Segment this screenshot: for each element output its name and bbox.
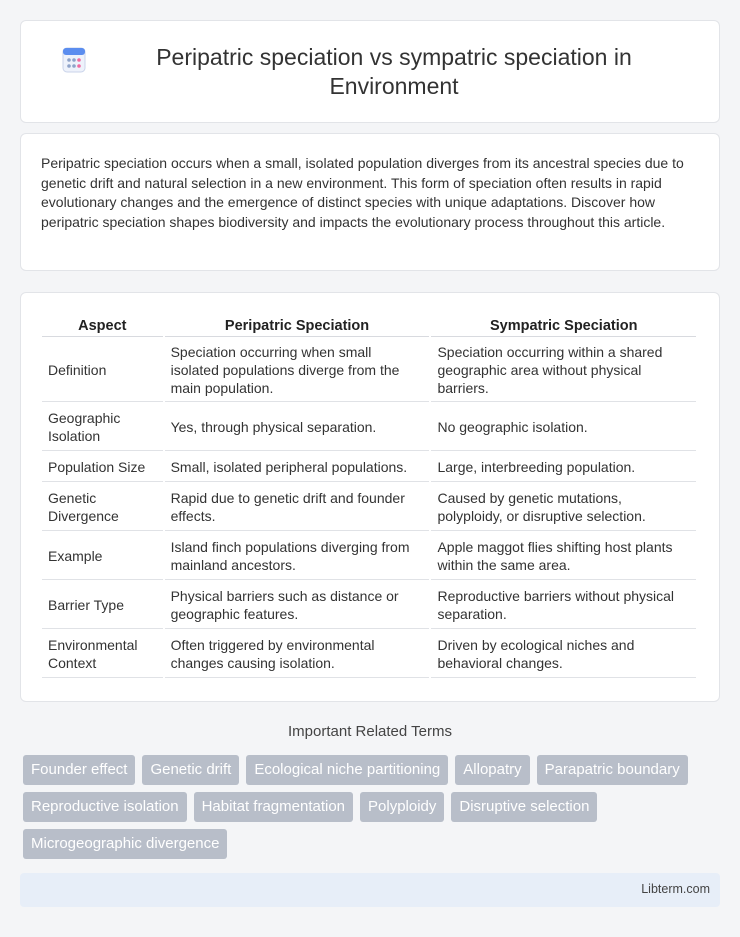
related-term-tag[interactable]: Microgeographic divergence [23, 829, 227, 859]
row-sympatric: Driven by ecological niches and behavioral changes. [431, 631, 696, 678]
row-sympatric: Reproductive barriers without physical separation. [431, 582, 696, 629]
related-term-tag[interactable]: Parapatric boundary [537, 755, 688, 785]
related-term-tag[interactable]: Disruptive selection [451, 792, 597, 822]
related-terms-list [23, 755, 723, 859]
table-row [42, 404, 696, 451]
table-row [42, 582, 696, 629]
related-term-tag[interactable]: Polyploidy [360, 792, 444, 822]
comparison-table [40, 313, 698, 680]
row-peripatric: Island finch populations diverging from mainland ancestors. [165, 533, 430, 580]
table-header-row [42, 315, 696, 337]
related-term-tag[interactable]: Founder effect [23, 755, 135, 785]
row-peripatric: Small, isolated peripheral populations. [165, 453, 430, 482]
header-peripatric: Peripatric Speciation [165, 315, 430, 337]
related-term-tag[interactable]: Genetic drift [142, 755, 239, 785]
row-peripatric: Speciation occurring when small isolated populations diverge from the main population. [165, 339, 430, 402]
table-row [42, 533, 696, 580]
row-peripatric: Rapid due to genetic drift and founder effects. [165, 484, 430, 531]
row-peripatric: Yes, through physical separation. [165, 404, 430, 451]
intro-card [20, 133, 720, 271]
header-sympatric: Sympatric Speciation [431, 315, 696, 337]
calculator-icon [61, 47, 87, 73]
row-aspect: Geographic Isolation [42, 404, 163, 451]
footer-bar [20, 873, 720, 907]
row-aspect: Example [42, 533, 163, 580]
row-sympatric: Large, interbreeding population. [431, 453, 696, 482]
table-row [42, 484, 696, 531]
row-sympatric: No geographic isolation. [431, 404, 696, 451]
table-row [42, 339, 696, 402]
table-row [42, 453, 696, 482]
related-terms-heading: Important Related Terms [288, 723, 452, 740]
related-term-tag[interactable]: Ecological niche partitioning [246, 755, 448, 785]
row-aspect: Barrier Type [42, 582, 163, 629]
related-term-tag[interactable]: Habitat fragmentation [194, 792, 353, 822]
related-term-tag[interactable]: Allopatry [455, 755, 529, 785]
row-peripatric: Often triggered by environmental changes causing isolation. [165, 631, 430, 678]
table-row [42, 631, 696, 678]
row-sympatric: Apple maggot flies shifting host plants within the same area. [431, 533, 696, 580]
row-sympatric: Speciation occurring within a shared geographic area without physical barriers. [431, 339, 696, 402]
footer-site-link[interactable]: Libterm.com [641, 882, 710, 896]
page-title: Peripatric speciation vs sympatric speciation in Environment [156, 43, 632, 99]
header-aspect: Aspect [42, 315, 163, 337]
row-aspect: Environmental Context [42, 631, 163, 678]
intro-paragraph: Peripatric speciation occurs when a small, isolated population diverges from its ancestral species due to genetic drift and natural selection in a new environment. This form of speciation often results in rapid evolutionary changes and the emergence of distinct species with unique adaptations. Discover how peripatric speciation shapes biodiversity and impacts the evolutionary process throughout this article. [41, 155, 684, 230]
row-aspect: Genetic Divergence [42, 484, 163, 531]
row-peripatric: Physical barriers such as distance or geographic features. [165, 582, 430, 629]
title-card [20, 20, 720, 123]
comparison-card [20, 292, 720, 702]
row-aspect: Definition [42, 339, 163, 402]
related-term-tag[interactable]: Reproductive isolation [23, 792, 187, 822]
row-aspect: Population Size [42, 453, 163, 482]
row-sympatric: Caused by genetic mutations, polyploidy, or disruptive selection. [431, 484, 696, 531]
